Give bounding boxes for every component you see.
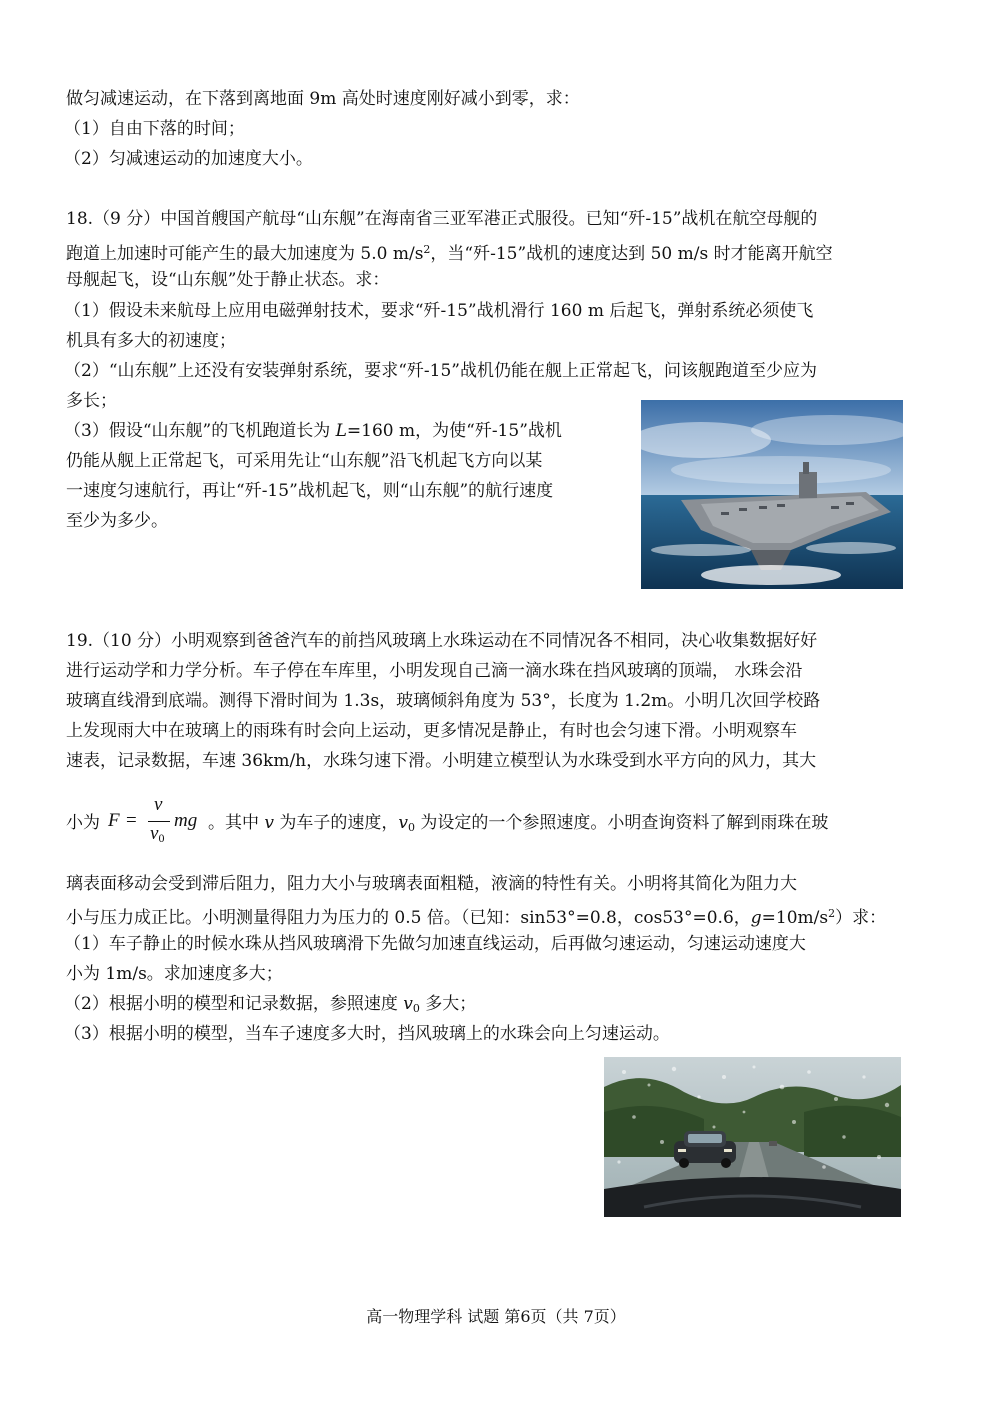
problem-18-line: 仍能从舰上正常起飞，可采用先让“山东舰”沿飞机起飞方向以某 bbox=[66, 451, 543, 471]
wind-force-formula bbox=[104, 795, 212, 851]
problem-18-line: 一速度匀速航行，再让“歼-15”战机起飞，则“山东舰”的航行速度 bbox=[66, 481, 554, 501]
rainy-windshield-image bbox=[604, 1057, 901, 1217]
problem-18-line: （1）假设未来航母上应用电磁弹射技术，要求“歼-15”战机滑行 160 m 后起飞，弹射系统必须使飞 bbox=[64, 301, 814, 321]
problem-19-line: 小为 1m/s。求加速度多大； bbox=[66, 964, 283, 984]
aircraft-carrier-photo bbox=[641, 400, 903, 589]
text-line: 做匀减速运动，在下落到离地面 9m 高处时速度刚好减小到零，求： bbox=[66, 89, 580, 109]
problem-18-line: 18.（9 分）中国首艘国产航母“山东舰”在海南省三亚军港正式服役。已知“歼-15”战机在航空母舰的 bbox=[66, 209, 818, 229]
problem-19-line: 速表，记录数据，车速 36km/h，水珠匀速下滑。小明建立模型认为水珠受到水平方向的风力，其大 bbox=[66, 751, 817, 771]
problem-18-line: （2）“山东舰”上还没有安装弹射系统，要求“歼-15”战机仍能在舰上正常起飞，问该舰跑道至少应为 bbox=[64, 361, 817, 381]
formula-numerator: v bbox=[154, 794, 163, 815]
problem-19-line: 进行运动学和力学分析。车子停在车库里，小明发现自己滴一滴水珠在挡风玻璃的顶端， 水珠会沿 bbox=[66, 661, 803, 681]
page-footer: 高一物理学科 试题 第6页（共 7页） bbox=[366, 1307, 626, 1326]
problem-18-line: 机具有多大的初速度； bbox=[66, 331, 236, 351]
problem-18-line: 至少为多少。 bbox=[66, 511, 168, 531]
aircraft-carrier-image bbox=[641, 400, 903, 589]
formula-F: F bbox=[108, 810, 120, 831]
formula-denominator: v0 bbox=[150, 823, 165, 845]
sub-question: （2）匀减速运动的加速度大小。 bbox=[64, 149, 313, 169]
problem-19-line: 小与压力成正比。小明测量得阻力为压力的 0.5 倍。（已知：sin53°=0.8，cos53°=0.6，$g=10m/s^2$）求： bbox=[66, 907, 887, 928]
problem-19-line: （2）根据小明的模型和记录数据，参照速度 $v_0$ 多大； bbox=[64, 994, 477, 1015]
problem-18-line: 多长； bbox=[66, 391, 117, 411]
problem-18-line: 母舰起飞，设“山东舰”处于静止状态。求： bbox=[66, 270, 390, 290]
sub-question: （1）自由下落的时间； bbox=[64, 119, 245, 139]
problem-19-line: （3）根据小明的模型，当车子速度多大时，挡风玻璃上的水珠会向上匀速运动。 bbox=[64, 1024, 670, 1044]
fraction-bar bbox=[148, 821, 170, 822]
problem-19-line: 上发现雨大中在玻璃上的雨珠有时会向上运动，更多情况是静止，有时也会匀速下滑。小明观察车 bbox=[66, 721, 797, 741]
problem-19-line: 玻璃直线滑到底端。测得下滑时间为 1.3s，玻璃倾斜角度为 53°，长度为 1.2m。小明几次回学校路 bbox=[66, 691, 821, 711]
formula-equals: = bbox=[126, 810, 137, 831]
problem-19-formula-line: 小为 。其中 v 为车子的速度，$v_0$ 为设定的一个参照速度。小明查询资料了解到雨珠在玻 bbox=[66, 813, 829, 834]
problem-19-line: （1）车子静止的时候水珠从挡风玻璃滑下先做匀加速直线运动，后再做匀速运动，匀速运动速度大 bbox=[64, 934, 806, 954]
rainy-windshield-photo bbox=[604, 1057, 901, 1217]
problem-18-line: 跑道上加速时可能产生的最大加速度为 5.0 $m/s^2$，当“歼-15”战机的速度达到 50 m/s 时才能离开航空 bbox=[66, 243, 833, 264]
problem-18-line: （3）假设“山东舰”的飞机跑道长为 L=160 m，为使“歼-15”战机 bbox=[64, 421, 562, 441]
problem-19-line: 19.（10 分）小明观察到爸爸汽车的前挡风玻璃上水珠运动在不同情况各不相同，决心收集数据好好 bbox=[66, 631, 818, 651]
formula-mg: mg bbox=[174, 810, 198, 831]
problem-19-line: 璃表面移动会受到滞后阻力，阻力大小与玻璃表面粗糙，液滴的特性有关。小明将其简化为阻力大 bbox=[66, 874, 797, 894]
